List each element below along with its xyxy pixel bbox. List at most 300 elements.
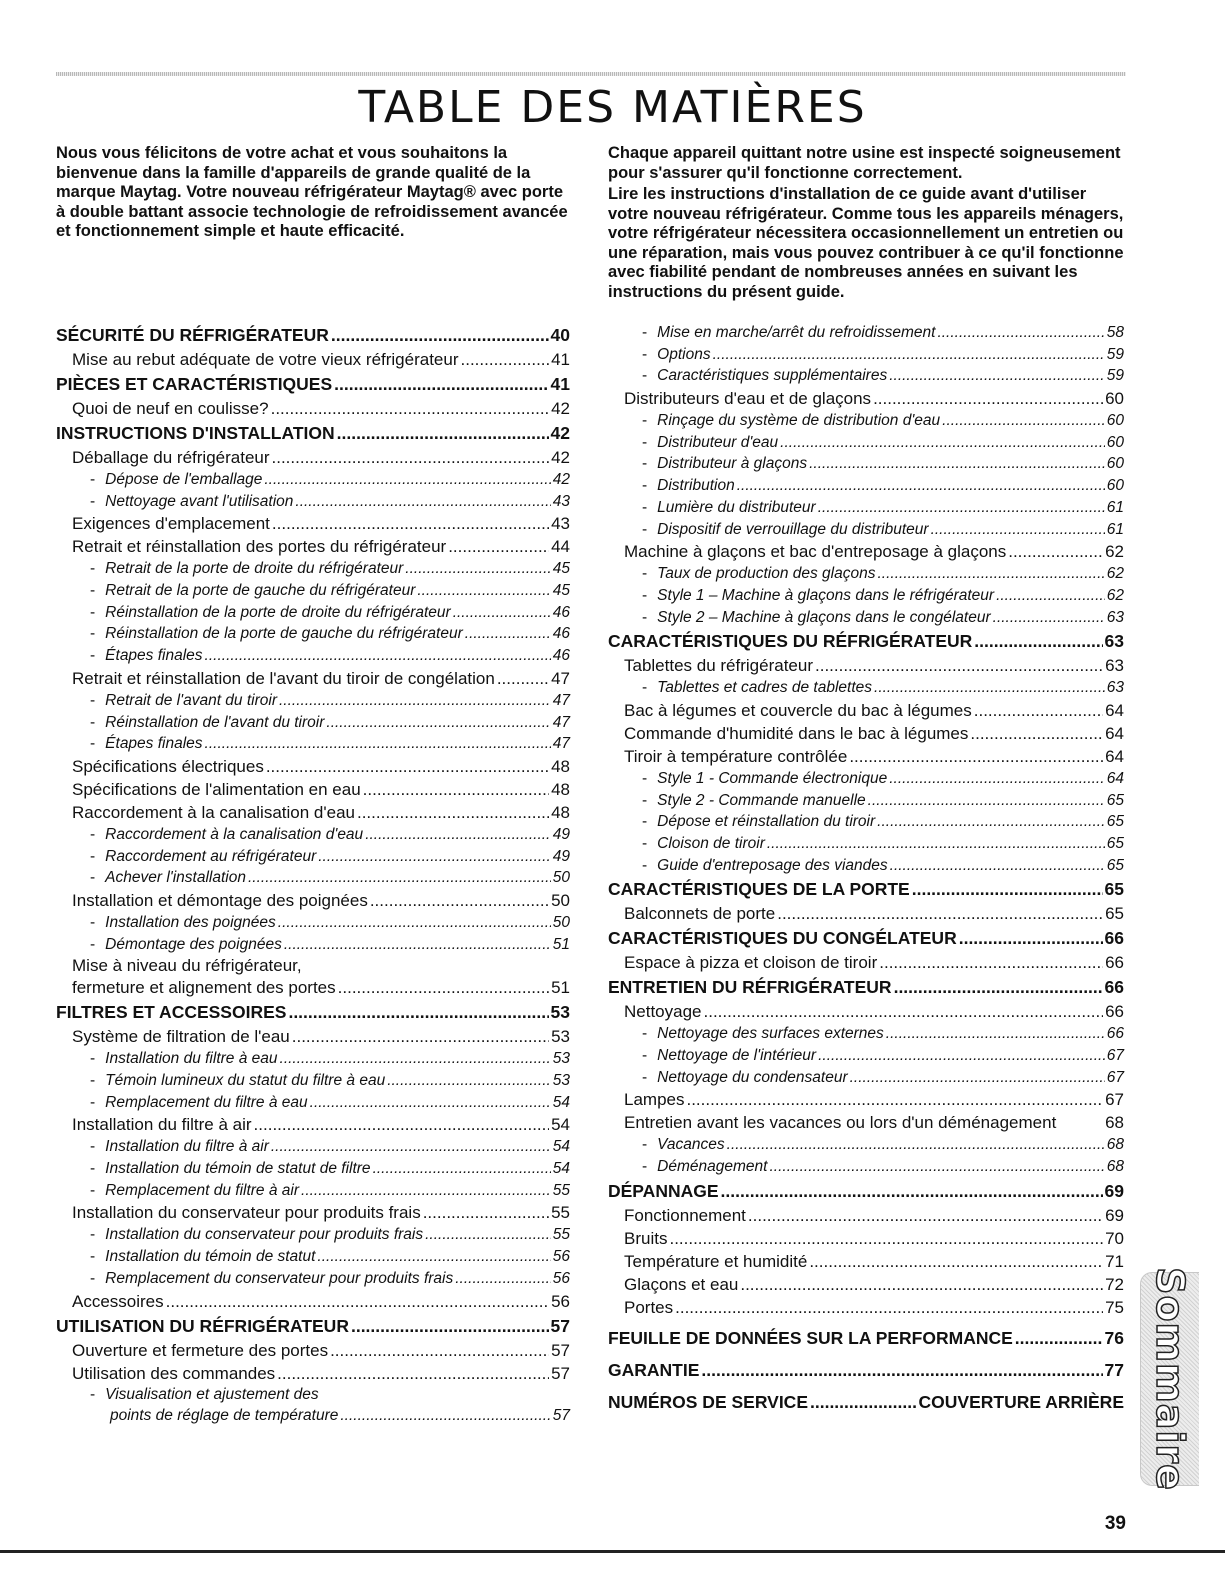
intro-right-paragraph-1: Chaque appareil quittant notre usine est inspecté soigneusement pour s'assurer qu'il fonctionne correctement. bbox=[608, 144, 1121, 182]
top-rule bbox=[56, 72, 1126, 76]
toc-leader-dots bbox=[974, 699, 1103, 722]
toc-entry-page: 69 bbox=[1105, 1205, 1124, 1225]
toc-entry-two-line[interactable] bbox=[56, 955, 570, 999]
toc-leader-dots bbox=[740, 1273, 1103, 1296]
toc-leader-dots bbox=[959, 925, 1103, 951]
toc-leader-dots bbox=[387, 1070, 551, 1092]
toc-entry-title: Dépose et réinstallation du tiroir bbox=[657, 813, 876, 831]
toc-entry-level-2[interactable] bbox=[608, 1250, 1124, 1273]
toc-entry-page: 47 bbox=[552, 713, 570, 731]
toc-entry-page: 61 bbox=[1106, 498, 1124, 516]
toc-entry-title: Réinstallation de l'avant du tiroir bbox=[105, 713, 325, 731]
toc-entry-dash: - bbox=[642, 1068, 648, 1086]
toc-leader-dots bbox=[810, 1389, 917, 1415]
toc-entry-page: 63 bbox=[1104, 631, 1124, 652]
toc-leader-dots bbox=[278, 912, 551, 934]
toc-leader-dots bbox=[877, 563, 1104, 585]
toc-entry-title: Bruits bbox=[624, 1228, 668, 1248]
toc-entry-page: 65 bbox=[1104, 879, 1124, 900]
toc-entry-page: 61 bbox=[1106, 520, 1124, 538]
toc-entry-first-line-text: Mise à niveau du réfrigérateur, bbox=[72, 956, 302, 976]
toc-entry-page: 67 bbox=[1106, 1068, 1124, 1086]
toc-entry-page: 42 bbox=[551, 399, 570, 418]
toc-leader-dots bbox=[877, 811, 1105, 833]
toc-entry-level-2[interactable] bbox=[56, 535, 570, 558]
toc-entry-page: 60 bbox=[1106, 455, 1124, 473]
toc-leader-dots bbox=[912, 876, 1103, 902]
toc-entry-level-2[interactable] bbox=[56, 667, 570, 690]
toc-entry-level-3[interactable] bbox=[56, 1405, 570, 1427]
toc-entry-level-3[interactable] bbox=[56, 580, 570, 602]
toc-entry-page: 47 bbox=[552, 735, 570, 753]
toc-entry-dash: - bbox=[642, 791, 648, 809]
toc-entry-page: 41 bbox=[551, 350, 570, 369]
toc-entry-level-2[interactable] bbox=[608, 1227, 1124, 1250]
toc-entry-page: 49 bbox=[552, 847, 570, 865]
toc-entry-page: 50 bbox=[552, 869, 570, 887]
toc-entry-title: Remplacement du filtre à eau bbox=[105, 1093, 308, 1111]
toc-entry-title: Témoin lumineux du statut du filtre à eau bbox=[105, 1072, 386, 1089]
toc-leader-dots bbox=[769, 1156, 1104, 1178]
toc-entry-level-1[interactable] bbox=[56, 420, 570, 446]
toc-entry-title: Raccordement à la canalisation d'eau bbox=[105, 825, 364, 843]
toc-entry-title: Remplacement du conservateur pour produits frais bbox=[105, 1269, 454, 1287]
intro-right-paragraph-2: Lire les instructions d'installation de ce guide avant d'utiliser votre nouveau réfrigérateur. Comme tous les appareils ménagers, votre réfrigérateur nécessitera occasionnellement un entretien ou une réparation, mais vous pouvez contribuer à ce qu'il fonctionne avec fiabilité pendant de nombreuses années en suivant les instructions du présent guide. bbox=[608, 185, 1124, 301]
toc-entry-dash: - bbox=[90, 1248, 96, 1266]
toc-entry-dash: - bbox=[90, 847, 96, 865]
toc-leader-dots bbox=[815, 654, 1103, 677]
toc-entry-dash: - bbox=[90, 735, 96, 753]
toc-entry-title: Système de filtration de l'eau bbox=[72, 1027, 290, 1047]
toc-entry-level-3[interactable] bbox=[56, 645, 570, 667]
toc-entry-dash: - bbox=[90, 1269, 96, 1287]
toc-entry-page: 63 bbox=[1106, 679, 1124, 697]
toc-entry-level-3[interactable] bbox=[608, 677, 1124, 699]
toc-entry-level-3[interactable] bbox=[608, 1023, 1124, 1045]
toc-leader-dots bbox=[937, 322, 1104, 344]
toc-entry-level-1[interactable] bbox=[56, 999, 570, 1025]
toc-leader-dots bbox=[996, 585, 1105, 607]
toc-entry-level-1[interactable] bbox=[608, 1178, 1124, 1204]
toc-entry-level-2[interactable] bbox=[56, 1201, 570, 1224]
toc-entry-title: Espace à pizza et cloison de tiroir bbox=[624, 953, 878, 973]
toc-entry-title: Retrait de la porte de gauche du réfrigérateur bbox=[105, 582, 416, 600]
toc-entry-dash: - bbox=[90, 869, 96, 887]
toc-entry-title: ENTRETIEN DU RÉFRIGÉRATEUR bbox=[608, 977, 892, 998]
toc-entry-dash: - bbox=[642, 520, 648, 538]
toc-leader-dots bbox=[809, 1250, 1103, 1273]
toc-entry-page: 56 bbox=[552, 1269, 570, 1287]
toc-entry-level-3[interactable] bbox=[56, 1092, 570, 1114]
toc-entry-level-2[interactable] bbox=[608, 1204, 1124, 1227]
toc-entry-level-2[interactable] bbox=[56, 889, 570, 912]
toc-entry-level-2[interactable] bbox=[56, 1290, 570, 1313]
toc-entry-title: Style 2 – Machine à glaçons dans le congélateur bbox=[657, 608, 991, 626]
toc-entry-dash: - bbox=[90, 1138, 96, 1156]
toc-entry-level-3[interactable] bbox=[608, 855, 1124, 877]
toc-leader-dots bbox=[248, 867, 551, 889]
toc-entry-level-3[interactable] bbox=[56, 623, 570, 645]
toc-entry-title: Nettoyage du condensateur bbox=[657, 1068, 848, 1086]
toc-leader-dots bbox=[453, 602, 551, 624]
toc-entry-title: Retrait et réinstallation de l'avant du tiroir de congélation bbox=[72, 668, 495, 688]
toc-entry-level-2[interactable] bbox=[608, 902, 1124, 925]
toc-entry-dash: - bbox=[642, 608, 648, 626]
toc-entry-level-3[interactable] bbox=[608, 1156, 1124, 1178]
toc-entry-level-2[interactable] bbox=[608, 745, 1124, 768]
toc-entry-level-1[interactable] bbox=[608, 1325, 1124, 1351]
toc-entry-page: 63 bbox=[1106, 608, 1124, 626]
toc-entry-title: FEUILLE DE DONNÉES SUR LA PERFORMANCE bbox=[608, 1327, 1013, 1348]
toc-entry-level-1[interactable] bbox=[608, 1389, 1124, 1415]
toc-entry-page: 45 bbox=[552, 582, 570, 600]
toc-right-column bbox=[608, 322, 1124, 1415]
toc-entry-level-2[interactable] bbox=[56, 778, 570, 801]
toc-entry-dash: - bbox=[642, 1047, 648, 1065]
toc-entry-level-2[interactable] bbox=[608, 387, 1124, 410]
toc-entry-level-3[interactable] bbox=[56, 712, 570, 734]
toc-entry-level-2[interactable] bbox=[56, 976, 570, 999]
toc-leader-dots bbox=[942, 410, 1105, 432]
toc-leader-dots bbox=[417, 580, 550, 602]
toc-leader-dots bbox=[334, 371, 548, 397]
toc-leader-dots bbox=[675, 1296, 1103, 1319]
toc-entry-level-3[interactable] bbox=[56, 1224, 570, 1246]
toc-entry-dash: - bbox=[642, 367, 648, 385]
toc-entry-level-3[interactable] bbox=[56, 1158, 570, 1180]
side-tab-label: Sommaire bbox=[1148, 1267, 1192, 1491]
toc-entry-level-3[interactable] bbox=[608, 585, 1124, 607]
toc-entry-title: Machine à glaçons et bac d'entreposage à glaçons bbox=[624, 542, 1007, 562]
toc-entry-dash: - bbox=[90, 1072, 96, 1089]
toc-entry-level-3[interactable] bbox=[608, 833, 1124, 855]
toc-leader-dots bbox=[849, 745, 1103, 768]
toc-entry-level-1[interactable] bbox=[608, 876, 1124, 902]
toc-entry-level-1[interactable] bbox=[608, 1357, 1124, 1383]
toc-entry-title: Étapes finales bbox=[105, 647, 203, 665]
toc-entry-title: Réinstallation de la porte de droite du réfrigérateur bbox=[105, 603, 451, 621]
toc-entry-level-3[interactable] bbox=[56, 1070, 570, 1092]
toc-entry-level-3[interactable] bbox=[608, 410, 1124, 432]
toc-entry-level-2[interactable] bbox=[608, 1273, 1124, 1296]
toc-entry-level-3[interactable] bbox=[608, 1134, 1124, 1156]
toc-entry-page: 53 bbox=[551, 1027, 570, 1047]
toc-entry-level-2[interactable] bbox=[608, 699, 1124, 722]
toc-entry-level-1[interactable] bbox=[608, 974, 1124, 1000]
toc-entry-title: Taux de production des glaçons bbox=[657, 565, 876, 583]
toc-entry-title: Spécifications électriques bbox=[72, 756, 264, 776]
toc-entry-page: 54 bbox=[551, 1115, 570, 1135]
toc-leader-dots bbox=[330, 1339, 549, 1362]
toc-entry-page: 46 bbox=[552, 603, 570, 621]
toc-entry-dash: - bbox=[642, 1025, 648, 1043]
toc-leader-dots bbox=[465, 623, 551, 645]
toc-entry-page: 54 bbox=[552, 1093, 570, 1111]
toc-entry-dash: - bbox=[642, 498, 648, 516]
toc-leader-dots bbox=[340, 1405, 550, 1427]
toc-entry-title: Portes bbox=[624, 1297, 674, 1317]
toc-leader-dots bbox=[373, 1158, 551, 1180]
toc-leader-dots bbox=[448, 535, 549, 558]
toc-entry-dash: - bbox=[90, 625, 96, 643]
toc-entry-level-2[interactable] bbox=[608, 540, 1124, 563]
toc-entry-title: GARANTIE bbox=[608, 1359, 700, 1380]
toc-entry-dash: - bbox=[642, 856, 648, 874]
toc-entry-page: 42 bbox=[550, 423, 570, 443]
toc-entry-level-2[interactable] bbox=[608, 1296, 1124, 1319]
toc-entry-title: Installation des poignées bbox=[105, 913, 276, 931]
toc-leader-dots bbox=[337, 420, 549, 446]
toc-entry-page: 71 bbox=[1105, 1251, 1124, 1271]
toc-entry-page: 50 bbox=[552, 913, 570, 931]
toc-entry-title: Fonctionnement bbox=[624, 1205, 746, 1225]
toc-entry-page: 60 bbox=[1106, 477, 1124, 495]
toc-leader-dots bbox=[279, 690, 551, 712]
toc-entry-dash: - bbox=[642, 1136, 648, 1154]
toc-entry-level-2[interactable] bbox=[608, 1088, 1124, 1111]
toc-leader-dots bbox=[874, 677, 1105, 699]
toc-entry-level-2[interactable] bbox=[608, 1000, 1124, 1023]
toc-entry-dash: - bbox=[90, 603, 96, 621]
toc-entry-title: Nettoyage des surfaces externes bbox=[657, 1025, 884, 1043]
toc-entry-level-2[interactable] bbox=[56, 1113, 570, 1136]
toc-entry-level-3[interactable] bbox=[608, 453, 1124, 475]
toc-entry-dash: - bbox=[90, 1050, 96, 1068]
toc-entry-level-3[interactable] bbox=[56, 1180, 570, 1202]
toc-entry-page: 48 bbox=[551, 756, 570, 776]
toc-leader-dots bbox=[326, 712, 550, 734]
toc-entry-first-line bbox=[56, 955, 570, 976]
toc-entry-page: 51 bbox=[551, 978, 570, 998]
toc-entry-dash: - bbox=[642, 477, 648, 495]
toc-entry-page: 66 bbox=[1104, 928, 1124, 949]
toc-entry-level-2[interactable] bbox=[56, 348, 570, 371]
toc-entry-page: 65 bbox=[1106, 813, 1124, 831]
toc-entry-dash: - bbox=[642, 769, 648, 787]
toc-entry-level-3[interactable] bbox=[608, 519, 1124, 541]
toc-entry-level-3[interactable] bbox=[608, 365, 1124, 387]
toc-entry-level-3[interactable] bbox=[56, 867, 570, 889]
toc-entry-page: 40 bbox=[550, 325, 570, 345]
toc-entry-level-3[interactable] bbox=[608, 1067, 1124, 1089]
toc-entry-level-3[interactable] bbox=[56, 1136, 570, 1158]
toc-leader-dots bbox=[873, 387, 1103, 410]
toc-entry-level-2[interactable] bbox=[56, 1025, 570, 1048]
toc-leader-dots bbox=[461, 348, 550, 371]
toc-entry-dash: - bbox=[90, 1093, 96, 1111]
toc-entry-page: 56 bbox=[552, 1248, 570, 1266]
toc-entry-level-3[interactable] bbox=[56, 934, 570, 956]
toc-leader-dots bbox=[405, 558, 550, 580]
toc-entry-level-2[interactable] bbox=[56, 397, 570, 420]
toc-entry-title: Caractéristiques supplémentaires bbox=[657, 367, 888, 385]
toc-entry-page: 55 bbox=[552, 1181, 570, 1199]
toc-entry-title: DÉPANNAGE bbox=[608, 1180, 719, 1201]
toc-entry-page: 57 bbox=[551, 1340, 570, 1360]
toc-entry-title: CARACTÉRISTIQUES DE LA PORTE bbox=[608, 879, 910, 900]
toc-entry-title: Installation du filtre à air bbox=[72, 1115, 252, 1135]
toc-entry-page: 51 bbox=[552, 935, 570, 953]
toc-entry-level-3[interactable] bbox=[608, 790, 1124, 812]
toc-entry-level-3[interactable] bbox=[56, 1246, 570, 1268]
toc-leader-dots bbox=[818, 1045, 1105, 1067]
toc-entry-title: Rinçage du système de distribution d'eau bbox=[657, 412, 941, 430]
toc-entry-level-3[interactable] bbox=[56, 824, 570, 846]
toc-entry-level-2[interactable] bbox=[56, 446, 570, 469]
toc-entry-title: Glaçons et eau bbox=[624, 1274, 739, 1294]
toc-leader-dots bbox=[288, 999, 548, 1025]
toc-entry-page: 64 bbox=[1106, 769, 1124, 787]
toc-entry-level-2[interactable] bbox=[56, 512, 570, 535]
toc-entry-page: 50 bbox=[551, 890, 570, 910]
toc-entry-level-3[interactable] bbox=[608, 344, 1124, 366]
toc-entry-title: Dispositif de verrouillage du distributeur bbox=[657, 520, 929, 538]
toc-entry-page: 60 bbox=[1106, 412, 1124, 430]
toc-entry-page: 63 bbox=[1105, 656, 1124, 676]
toc-entry-level-3[interactable] bbox=[608, 497, 1124, 519]
toc-entry-dash: - bbox=[642, 835, 648, 852]
toc-left-column bbox=[56, 322, 570, 1426]
toc-entry-level-3[interactable] bbox=[56, 690, 570, 712]
toc-entry-title: Lumière du distributeur bbox=[657, 498, 816, 516]
toc-entry-level-3[interactable] bbox=[56, 558, 570, 580]
toc-leader-dots bbox=[727, 1134, 1105, 1156]
toc-entry-level-3[interactable] bbox=[56, 1268, 570, 1290]
toc-entry-title: Remplacement du filtre à air bbox=[105, 1181, 300, 1199]
toc-entry-page: 65 bbox=[1105, 904, 1124, 924]
toc-entry-two-line[interactable] bbox=[56, 1385, 570, 1427]
toc-entry-title: Distributeur d'eau bbox=[657, 433, 779, 451]
toc-entry-level-2[interactable] bbox=[56, 1339, 570, 1362]
toc-entry-page: 53 bbox=[552, 1072, 570, 1089]
toc-leader-dots bbox=[809, 453, 1105, 475]
toc-entry-page: 68 bbox=[1105, 1113, 1124, 1133]
toc-leader-dots bbox=[970, 722, 1103, 745]
toc-leader-dots bbox=[365, 824, 551, 846]
toc-entry-dash: - bbox=[642, 679, 648, 697]
toc-entry-level-3[interactable] bbox=[56, 1048, 570, 1070]
toc-leader-dots bbox=[295, 491, 550, 513]
toc-entry-title: Tablettes et cadres de tablettes bbox=[657, 679, 873, 697]
toc-entry-level-3[interactable] bbox=[56, 469, 570, 491]
toc-entry-page: 75 bbox=[1105, 1297, 1124, 1317]
toc-leader-dots bbox=[777, 902, 1103, 925]
toc-entry-level-3[interactable] bbox=[608, 475, 1124, 497]
toc-entry-title: Nettoyage avant l'utilisation bbox=[105, 492, 294, 510]
toc-entry-page: 49 bbox=[552, 825, 570, 843]
toc-leader-dots bbox=[301, 1180, 551, 1202]
toc-entry-level-1[interactable] bbox=[608, 925, 1124, 951]
toc-entry-level-3[interactable] bbox=[608, 322, 1124, 344]
toc-entry-page: 62 bbox=[1106, 586, 1124, 604]
toc-entry-level-3[interactable] bbox=[56, 912, 570, 934]
toc-entry-title: CARACTÉRISTIQUES DU RÉFRIGÉRATEUR bbox=[608, 631, 973, 652]
toc-entry-page: 65 bbox=[1106, 791, 1124, 809]
toc-entry-level-2[interactable] bbox=[608, 722, 1124, 745]
toc-leader-dots bbox=[701, 1357, 1102, 1383]
toc-entry-level-2[interactable] bbox=[56, 1362, 570, 1385]
toc-entry-level-2[interactable] bbox=[56, 801, 570, 824]
toc-entry-level-3[interactable] bbox=[56, 846, 570, 868]
toc-entry-title: Utilisation des commandes bbox=[72, 1363, 276, 1383]
toc-leader-dots bbox=[497, 667, 549, 690]
toc-entry-title: CARACTÉRISTIQUES DU CONGÉLATEUR bbox=[608, 928, 957, 949]
toc-entry-dash: - bbox=[90, 1160, 96, 1178]
toc-entry-level-2[interactable] bbox=[608, 1111, 1124, 1134]
toc-leader-dots bbox=[818, 497, 1105, 519]
toc-entry-level-1[interactable] bbox=[56, 371, 570, 397]
toc-entry-page: 45 bbox=[552, 560, 570, 578]
toc-entry-level-2[interactable] bbox=[56, 755, 570, 778]
toc-entry-level-3[interactable] bbox=[608, 432, 1124, 454]
toc-entry-first-line-text: Visualisation et ajustement des bbox=[105, 1385, 319, 1403]
toc-entry-dash: - bbox=[90, 913, 96, 931]
toc-entry-dash: - bbox=[642, 1158, 648, 1176]
toc-entry-page: 57 bbox=[552, 1406, 570, 1424]
toc-entry-dash: - bbox=[90, 471, 96, 488]
toc-entry-level-2[interactable] bbox=[608, 654, 1124, 677]
toc-entry-page: 47 bbox=[552, 691, 570, 709]
toc-entry-level-3[interactable] bbox=[56, 491, 570, 513]
toc-entry-dash: - bbox=[90, 713, 96, 731]
toc-leader-dots bbox=[284, 934, 551, 956]
toc-entry-level-1[interactable] bbox=[608, 628, 1124, 654]
toc-entry-dash: - bbox=[642, 433, 648, 451]
toc-entry-title: Bac à légumes et couvercle du bac à légumes bbox=[624, 700, 972, 720]
toc-entry-dash: - bbox=[90, 1385, 96, 1403]
toc-leader-dots bbox=[292, 1025, 549, 1048]
toc-entry-level-3[interactable] bbox=[608, 811, 1124, 833]
toc-leader-dots bbox=[205, 733, 551, 755]
toc-entry-dash: - bbox=[642, 455, 648, 473]
toc-entry-page: 43 bbox=[551, 514, 570, 534]
toc-leader-dots bbox=[669, 1227, 1103, 1250]
toc-entry-level-3[interactable] bbox=[608, 563, 1124, 585]
toc-entry-title: Installation du filtre à air bbox=[105, 1138, 269, 1156]
toc-entry-title: PIÈCES ET CARACTÉRISTIQUES bbox=[56, 374, 333, 394]
toc-leader-dots bbox=[974, 628, 1102, 654]
toc-entry-title: Vacances bbox=[657, 1136, 725, 1154]
toc-entry-level-1[interactable] bbox=[56, 322, 570, 348]
toc-entry-level-3[interactable] bbox=[56, 733, 570, 755]
toc-entry-title: Distribution bbox=[657, 477, 735, 495]
toc-entry-level-3[interactable] bbox=[608, 768, 1124, 790]
toc-entry-page: 66 bbox=[1104, 977, 1124, 998]
toc-entry-page: 59 bbox=[1106, 345, 1124, 363]
toc-entry-title: Retrait de la porte de droite du réfrigérateur bbox=[105, 560, 404, 578]
toc-leader-dots bbox=[889, 768, 1105, 790]
toc-entry-level-1[interactable] bbox=[56, 1313, 570, 1339]
toc-entry-title: NUMÉROS DE SERVICE bbox=[608, 1391, 808, 1412]
toc-entry-title: Commande d'humidité dans le bac à légumes bbox=[624, 723, 969, 743]
toc-entry-page: 59 bbox=[1106, 367, 1124, 385]
toc-entry-title: Accessoires bbox=[72, 1291, 164, 1311]
toc-entry-level-3[interactable] bbox=[56, 602, 570, 624]
toc-entry-level-3[interactable] bbox=[608, 607, 1124, 629]
toc-leader-dots bbox=[879, 951, 1103, 974]
toc-entry-level-2[interactable] bbox=[608, 951, 1124, 974]
toc-entry-title: Retrait et réinstallation des portes du réfrigérateur bbox=[72, 537, 447, 557]
page-title: TABLE DES MATIÈRES bbox=[358, 82, 867, 133]
toc-entry-title: Quoi de neuf en coulisse? bbox=[72, 399, 269, 418]
toc-leader-dots bbox=[931, 519, 1105, 541]
toc-leader-dots bbox=[266, 755, 549, 778]
toc-entry-page: 66 bbox=[1105, 1002, 1124, 1022]
toc-entry-level-3[interactable] bbox=[608, 1045, 1124, 1067]
toc-leader-dots bbox=[886, 1023, 1105, 1045]
toc-entry-dash: - bbox=[90, 492, 96, 510]
toc-entry-page: 62 bbox=[1106, 565, 1124, 583]
